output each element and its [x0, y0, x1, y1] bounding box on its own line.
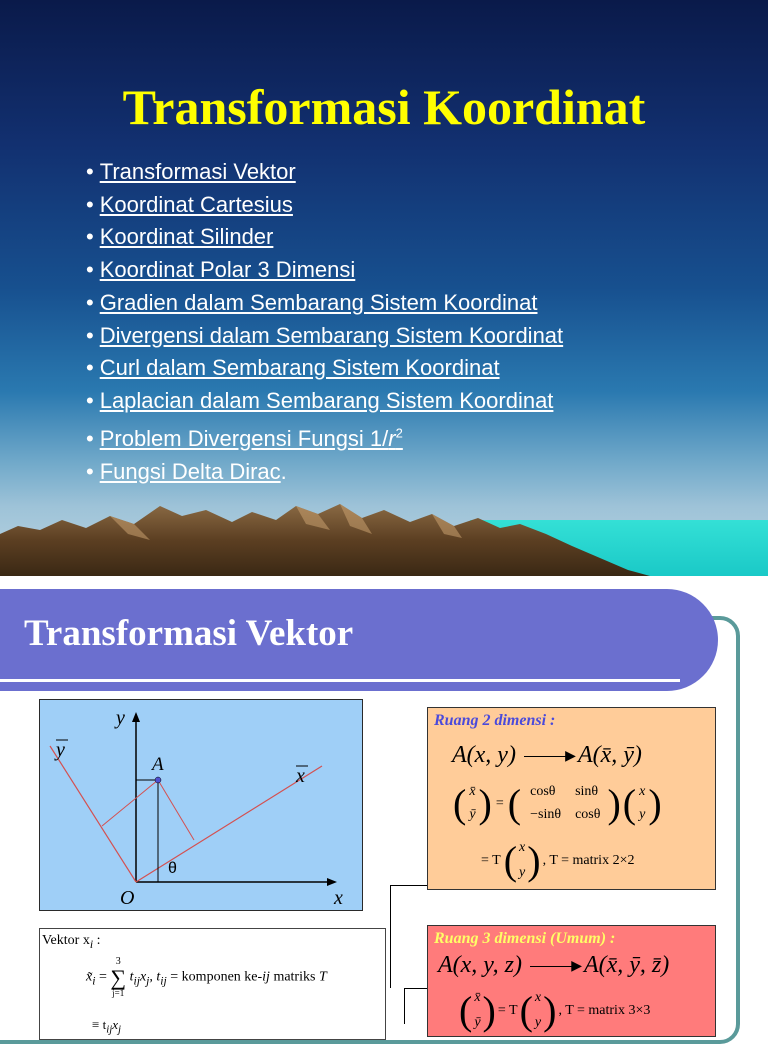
- bullet: •: [86, 322, 94, 348]
- topic-link-delta-dirac[interactable]: Fungsi Delta Dirac: [99, 458, 281, 484]
- vec-entry: x: [534, 990, 542, 1006]
- arrow-head-icon: ▶: [571, 958, 582, 974]
- coordinate-diagram: [39, 699, 363, 911]
- box-2d-space: [427, 707, 716, 890]
- t-vector-table: [480, 836, 635, 885]
- paren-left: (: [459, 988, 473, 1033]
- list-item-suffix: .: [280, 458, 287, 484]
- list-item: [86, 418, 563, 456]
- arrow-head-icon: ▶: [565, 748, 576, 764]
- topic-link-koordinat-polar[interactable]: Koordinat Polar 3 Dimensi: [99, 257, 356, 283]
- list-item: [86, 156, 563, 189]
- connector-line: [390, 885, 427, 886]
- paren-left: (: [453, 781, 467, 826]
- topic-link-transformasi-vektor[interactable]: Transformasi Vektor: [99, 159, 296, 184]
- x-axis-arrow: [327, 878, 337, 886]
- mapping-arrow-2d: [524, 748, 576, 764]
- matrix-row: [452, 780, 663, 804]
- list-item: [86, 221, 563, 254]
- sigma-icon: ∑: [110, 965, 127, 990]
- vektor-heading-colon: :: [93, 933, 101, 948]
- formula-text2: matriks: [269, 969, 319, 985]
- t-prefix: = T: [481, 852, 501, 868]
- vektor-heading-text: Vektor x: [42, 933, 90, 948]
- slide-2: [0, 576, 768, 1036]
- paren-right: ): [527, 838, 541, 883]
- matrix-entry: −sinθ: [530, 807, 562, 823]
- vec-entry: x: [519, 840, 526, 856]
- formula-comma: , t: [149, 969, 161, 985]
- topic-link-laplacian[interactable]: Laplacian dalam Sembarang Sistem Koordinat: [99, 387, 554, 413]
- sum-lower: j=1: [112, 988, 125, 998]
- t3-vector-table: [458, 986, 651, 1035]
- sum-upper: 3: [115, 956, 121, 967]
- projection-ybar: [102, 780, 158, 826]
- title-underline: [0, 679, 680, 682]
- bullet: •: [86, 387, 94, 413]
- topic-link-gradien[interactable]: Gradien dalam Sembarang Sistem Koordinat: [99, 289, 538, 315]
- formula-term: t: [129, 969, 134, 985]
- slide-2-title: Transformasi Vektor: [24, 613, 354, 654]
- vektor-line2: [92, 1017, 121, 1036]
- paren-left: (: [503, 838, 518, 883]
- line2-x: x: [112, 1017, 119, 1032]
- formula-x-sub: j: [146, 974, 150, 988]
- topic-list: [86, 156, 563, 488]
- mapping-arrow-3d: [530, 958, 582, 974]
- list-item: [86, 189, 563, 222]
- eq-3d-right: A(x̄, ȳ, z̄): [583, 952, 670, 978]
- paren-left: (: [519, 988, 533, 1033]
- topic-link-koordinat-cartesius[interactable]: Koordinat Cartesius: [99, 191, 293, 217]
- vec-entry: y: [534, 1014, 542, 1030]
- vektor-heading: [42, 933, 100, 951]
- bullet: •: [86, 425, 94, 451]
- eq-3d-left: A(x, y, z): [438, 952, 522, 978]
- matrix-entry: cosθ: [575, 807, 601, 823]
- list-item: [86, 385, 563, 418]
- formula-mid: =: [98, 969, 111, 985]
- origin-label: O: [120, 887, 135, 909]
- paren-right: ): [482, 988, 496, 1033]
- sum-symbol: [110, 957, 126, 998]
- t3-suffix: , T = matrix 3×3: [558, 1002, 651, 1018]
- topic-link-curl[interactable]: Curl dalam Sembarang Sistem Koordinat: [99, 355, 500, 381]
- paren-right: ): [543, 988, 557, 1033]
- matrix-entry: cosθ: [530, 783, 556, 799]
- bullet: •: [86, 355, 94, 381]
- eq-2d-right: A(x̄, ȳ): [577, 742, 642, 768]
- formula-ij: ij: [262, 969, 270, 985]
- xbar-axis: [136, 766, 322, 882]
- connector-line: [390, 885, 391, 988]
- formula-T: T: [318, 969, 327, 985]
- box-3d-label: Ruang 3 dimensi (Umum) :: [434, 930, 616, 947]
- line2-sub2: j: [118, 1023, 122, 1036]
- equals-sign: =: [495, 795, 504, 811]
- topic-link-sup: 2: [395, 425, 403, 441]
- bullet: •: [86, 159, 94, 184]
- connector-line: [404, 988, 427, 989]
- paren-left: (: [622, 781, 637, 826]
- paren-right: ): [648, 781, 662, 826]
- topic-link-problem-divergensi[interactable]: [100, 426, 403, 451]
- angle-label: θ: [168, 860, 177, 877]
- bullet: •: [86, 289, 94, 315]
- paren-right: ): [478, 781, 492, 826]
- eq-2d-matrix: [452, 780, 663, 827]
- formula-lhs: x̃: [86, 969, 93, 985]
- point-a-label: A: [152, 754, 164, 775]
- projection-xbar: [158, 780, 194, 840]
- list-item: [86, 320, 563, 353]
- vec-entry: y: [639, 807, 646, 823]
- eq-2d-left: A(x, y): [452, 742, 516, 768]
- box-2d-label: Ruang 2 dimensi :: [434, 712, 556, 729]
- xbar-axis-label: x: [296, 765, 305, 787]
- topic-link-text: Problem Divergensi Fungsi 1/: [99, 425, 389, 451]
- t3-row: [458, 986, 651, 1011]
- eq-3d-mapping: [438, 952, 669, 979]
- bullet: •: [86, 191, 94, 217]
- vektor-formula: [86, 957, 327, 998]
- paren-left: (: [507, 781, 522, 826]
- matrix-entry: sinθ: [575, 783, 599, 799]
- t3-mid: = T: [497, 1002, 518, 1018]
- bullet: •: [86, 257, 94, 283]
- box-3d-space: [427, 925, 716, 1037]
- formula-x: x: [139, 969, 147, 985]
- slide-title: Transformasi Koordinat: [122, 79, 646, 135]
- vec-bar-entry: ȳ: [474, 1014, 481, 1030]
- t-suffix: , T = matrix 2×2: [542, 852, 635, 868]
- vec-entry: x: [639, 783, 646, 799]
- formula-lhs-sub: i: [92, 974, 96, 988]
- vec-entry: y: [519, 864, 526, 880]
- mountain-range: [0, 500, 768, 576]
- vec-bar-entry: x̄: [474, 990, 481, 1006]
- vec-bar-entry: ȳ: [469, 807, 476, 823]
- eq-2d-T: [480, 836, 635, 885]
- vektor-definition-box: [39, 928, 386, 1040]
- paren-right: ): [607, 781, 621, 826]
- topic-link-divergensi[interactable]: Divergensi dalam Sembarang Sistem Koordinat: [99, 322, 564, 348]
- connector-line: [404, 988, 405, 1024]
- eq-3d-T: [458, 986, 651, 1035]
- vec-bar-entry: x̄: [469, 783, 476, 799]
- y-axis-arrow: [132, 712, 140, 722]
- bullet: •: [86, 458, 94, 484]
- t-row: [480, 836, 635, 861]
- list-item: [86, 254, 563, 287]
- ybar-axis: [50, 746, 136, 882]
- x-axis-label: x: [334, 887, 343, 909]
- y-axis-label: y: [116, 707, 125, 729]
- formula-text: = komponen ke-: [166, 969, 263, 985]
- topic-link-italic: r: [388, 425, 396, 451]
- eq-2d-mapping: [452, 742, 642, 769]
- vektor-heading-sub: i: [89, 937, 94, 951]
- line2-sub1: ij: [106, 1023, 113, 1036]
- point-a-marker: [155, 777, 161, 783]
- coordinate-diagram-svg: [40, 700, 362, 910]
- bullet: •: [86, 224, 94, 250]
- line2-text: ≡ t: [92, 1017, 107, 1032]
- ybar-axis-label: y: [56, 739, 65, 761]
- matrix-table: [452, 780, 663, 827]
- formula-comma-sub: ij: [160, 974, 167, 988]
- list-item: [86, 287, 563, 320]
- topic-link-koordinat-silinder[interactable]: Koordinat Silinder: [99, 224, 274, 250]
- list-item: [86, 456, 563, 489]
- formula-term-sub: ij: [133, 974, 140, 988]
- list-item: [86, 352, 563, 385]
